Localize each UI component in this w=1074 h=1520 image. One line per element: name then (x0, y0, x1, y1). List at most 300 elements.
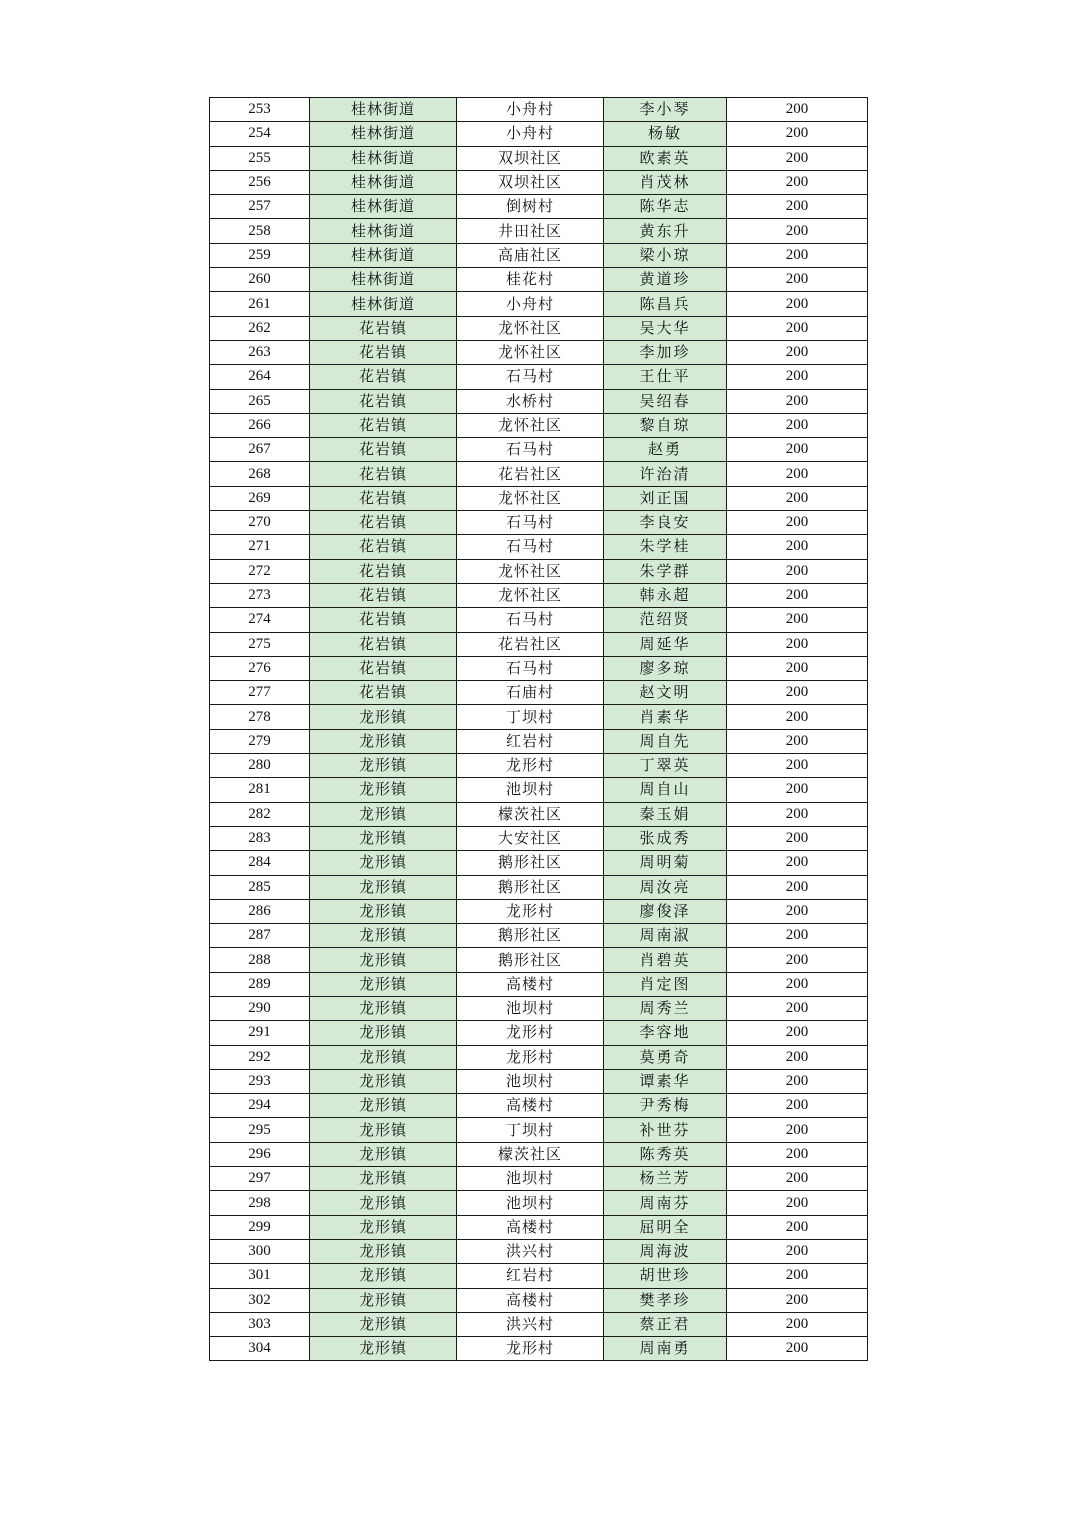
amount-cell: 200 (727, 1337, 868, 1361)
village-cell: 池坝村 (457, 996, 604, 1020)
town-cell: 花岩镇 (310, 340, 457, 364)
amount-cell: 200 (727, 1288, 868, 1312)
table-row (210, 1142, 868, 1166)
town-cell: 龙形镇 (310, 948, 457, 972)
town-cell: 龙形镇 (310, 1094, 457, 1118)
village-cell: 大安社区 (457, 826, 604, 850)
town-cell: 龙形镇 (310, 1312, 457, 1336)
village-cell: 洪兴村 (457, 1312, 604, 1336)
table-row (210, 924, 868, 948)
village-cell: 桂花村 (457, 268, 604, 292)
amount-cell: 200 (727, 851, 868, 875)
person-name-cell: 肖碧英 (604, 948, 727, 972)
village-cell: 石马村 (457, 511, 604, 535)
table-row (210, 268, 868, 292)
table-row (210, 438, 868, 462)
row-number-cell: 285 (210, 875, 310, 899)
person-name-cell: 黎自琼 (604, 413, 727, 437)
amount-cell: 200 (727, 583, 868, 607)
amount-cell: 200 (727, 875, 868, 899)
table-row (210, 1288, 868, 1312)
row-number-cell: 262 (210, 316, 310, 340)
village-cell: 龙怀社区 (457, 340, 604, 364)
person-name-cell: 肖茂林 (604, 170, 727, 194)
person-name-cell: 黄道珍 (604, 268, 727, 292)
town-cell: 花岩镇 (310, 583, 457, 607)
table-row (210, 1167, 868, 1191)
table-row (210, 778, 868, 802)
village-cell: 水桥村 (457, 389, 604, 413)
village-cell: 高楼村 (457, 1215, 604, 1239)
table-row (210, 170, 868, 194)
table-row (210, 851, 868, 875)
table-row (210, 535, 868, 559)
village-cell: 龙怀社区 (457, 583, 604, 607)
row-number-cell: 301 (210, 1264, 310, 1288)
person-name-cell: 杨兰芳 (604, 1167, 727, 1191)
person-name-cell: 屈明全 (604, 1215, 727, 1239)
person-name-cell: 吴绍春 (604, 389, 727, 413)
amount-cell: 200 (727, 778, 868, 802)
table-row (210, 705, 868, 729)
village-cell: 鹅形社区 (457, 948, 604, 972)
table-row (210, 1094, 868, 1118)
table-row (210, 656, 868, 680)
amount-cell: 200 (727, 729, 868, 753)
person-name-cell: 周南芬 (604, 1191, 727, 1215)
person-name-cell: 廖多琼 (604, 656, 727, 680)
person-name-cell: 周南勇 (604, 1337, 727, 1361)
amount-cell: 200 (727, 243, 868, 267)
village-cell: 井田社区 (457, 219, 604, 243)
village-cell: 龙怀社区 (457, 559, 604, 583)
amount-cell: 200 (727, 632, 868, 656)
person-name-cell: 周自先 (604, 729, 727, 753)
row-number-cell: 300 (210, 1239, 310, 1263)
town-cell: 花岩镇 (310, 389, 457, 413)
town-cell: 花岩镇 (310, 462, 457, 486)
table-row (210, 754, 868, 778)
amount-cell: 200 (727, 826, 868, 850)
row-number-cell: 255 (210, 146, 310, 170)
table-row (210, 1337, 868, 1361)
amount-cell: 200 (727, 705, 868, 729)
amount-cell: 200 (727, 486, 868, 510)
row-number-cell: 272 (210, 559, 310, 583)
table-row (210, 1069, 868, 1093)
town-cell: 龙形镇 (310, 1142, 457, 1166)
row-number-cell: 297 (210, 1167, 310, 1191)
row-number-cell: 269 (210, 486, 310, 510)
person-name-cell: 李小琴 (604, 98, 727, 122)
town-cell: 花岩镇 (310, 365, 457, 389)
roster-table-body (210, 98, 868, 1361)
table-row (210, 681, 868, 705)
village-cell: 高楼村 (457, 1288, 604, 1312)
town-cell: 桂林街道 (310, 170, 457, 194)
row-number-cell: 258 (210, 219, 310, 243)
person-name-cell: 补世芬 (604, 1118, 727, 1142)
town-cell: 龙形镇 (310, 996, 457, 1020)
village-cell: 鹅形社区 (457, 875, 604, 899)
town-cell: 龙形镇 (310, 924, 457, 948)
row-number-cell: 261 (210, 292, 310, 316)
town-cell: 龙形镇 (310, 1337, 457, 1361)
town-cell: 龙形镇 (310, 705, 457, 729)
town-cell: 花岩镇 (310, 486, 457, 510)
row-number-cell: 275 (210, 632, 310, 656)
table-row (210, 462, 868, 486)
town-cell: 龙形镇 (310, 778, 457, 802)
amount-cell: 200 (727, 924, 868, 948)
town-cell: 桂林街道 (310, 195, 457, 219)
table-row (210, 413, 868, 437)
table-row (210, 146, 868, 170)
village-cell: 池坝村 (457, 778, 604, 802)
amount-cell: 200 (727, 316, 868, 340)
table-row (210, 1118, 868, 1142)
row-number-cell: 289 (210, 972, 310, 996)
row-number-cell: 291 (210, 1021, 310, 1045)
town-cell: 龙形镇 (310, 802, 457, 826)
town-cell: 桂林街道 (310, 98, 457, 122)
table-row (210, 292, 868, 316)
village-cell: 双坝社区 (457, 146, 604, 170)
village-cell: 鹅形社区 (457, 924, 604, 948)
amount-cell: 200 (727, 1264, 868, 1288)
village-cell: 倒树村 (457, 195, 604, 219)
table-row (210, 583, 868, 607)
row-number-cell: 287 (210, 924, 310, 948)
amount-cell: 200 (727, 389, 868, 413)
row-number-cell: 263 (210, 340, 310, 364)
table-row (210, 559, 868, 583)
table-row (210, 340, 868, 364)
town-cell: 龙形镇 (310, 1191, 457, 1215)
town-cell: 龙形镇 (310, 1264, 457, 1288)
row-number-cell: 299 (210, 1215, 310, 1239)
table-row (210, 632, 868, 656)
person-name-cell: 李良安 (604, 511, 727, 535)
table-row (210, 899, 868, 923)
row-number-cell: 259 (210, 243, 310, 267)
roster-table (209, 97, 868, 1361)
amount-cell: 200 (727, 1118, 868, 1142)
town-cell: 桂林街道 (310, 146, 457, 170)
person-name-cell: 谭素华 (604, 1069, 727, 1093)
person-name-cell: 许治清 (604, 462, 727, 486)
amount-cell: 200 (727, 996, 868, 1020)
table-row (210, 122, 868, 146)
amount-cell: 200 (727, 292, 868, 316)
table-row (210, 948, 868, 972)
village-cell: 高庙社区 (457, 243, 604, 267)
table-row (210, 195, 868, 219)
town-cell: 龙形镇 (310, 826, 457, 850)
row-number-cell: 277 (210, 681, 310, 705)
village-cell: 龙形村 (457, 754, 604, 778)
person-name-cell: 周自山 (604, 778, 727, 802)
row-number-cell: 253 (210, 98, 310, 122)
table-row (210, 1264, 868, 1288)
town-cell: 龙形镇 (310, 851, 457, 875)
village-cell: 石马村 (457, 535, 604, 559)
person-name-cell: 周南淑 (604, 924, 727, 948)
person-name-cell: 赵勇 (604, 438, 727, 462)
village-cell: 龙怀社区 (457, 486, 604, 510)
town-cell: 龙形镇 (310, 1167, 457, 1191)
town-cell: 龙形镇 (310, 1021, 457, 1045)
row-number-cell: 273 (210, 583, 310, 607)
row-number-cell: 271 (210, 535, 310, 559)
amount-cell: 200 (727, 146, 868, 170)
amount-cell: 200 (727, 535, 868, 559)
town-cell: 花岩镇 (310, 316, 457, 340)
village-cell: 丁坝村 (457, 1118, 604, 1142)
amount-cell: 200 (727, 1191, 868, 1215)
roster-sheet (209, 97, 864, 1361)
person-name-cell: 周延华 (604, 632, 727, 656)
amount-cell: 200 (727, 1142, 868, 1166)
village-cell: 池坝村 (457, 1167, 604, 1191)
table-row (210, 219, 868, 243)
village-cell: 花岩社区 (457, 632, 604, 656)
table-row (210, 1021, 868, 1045)
amount-cell: 200 (727, 1312, 868, 1336)
amount-cell: 200 (727, 802, 868, 826)
amount-cell: 200 (727, 365, 868, 389)
amount-cell: 200 (727, 219, 868, 243)
village-cell: 龙怀社区 (457, 413, 604, 437)
person-name-cell: 朱学桂 (604, 535, 727, 559)
person-name-cell: 范绍贤 (604, 608, 727, 632)
amount-cell: 200 (727, 170, 868, 194)
person-name-cell: 肖素华 (604, 705, 727, 729)
table-row (210, 996, 868, 1020)
town-cell: 龙形镇 (310, 1215, 457, 1239)
village-cell: 洪兴村 (457, 1239, 604, 1263)
town-cell: 龙形镇 (310, 972, 457, 996)
village-cell: 池坝村 (457, 1191, 604, 1215)
person-name-cell: 李加珍 (604, 340, 727, 364)
person-name-cell: 欧素英 (604, 146, 727, 170)
table-row (210, 365, 868, 389)
row-number-cell: 288 (210, 948, 310, 972)
table-row (210, 1312, 868, 1336)
town-cell: 花岩镇 (310, 559, 457, 583)
town-cell: 龙形镇 (310, 1069, 457, 1093)
amount-cell: 200 (727, 340, 868, 364)
table-row (210, 1239, 868, 1263)
row-number-cell: 281 (210, 778, 310, 802)
amount-cell: 200 (727, 754, 868, 778)
village-cell: 龙形村 (457, 1337, 604, 1361)
table-row (210, 243, 868, 267)
village-cell: 龙怀社区 (457, 316, 604, 340)
town-cell: 花岩镇 (310, 681, 457, 705)
village-cell: 鹅形社区 (457, 851, 604, 875)
row-number-cell: 283 (210, 826, 310, 850)
row-number-cell: 295 (210, 1118, 310, 1142)
town-cell: 桂林街道 (310, 219, 457, 243)
town-cell: 龙形镇 (310, 1288, 457, 1312)
row-number-cell: 302 (210, 1288, 310, 1312)
village-cell: 高楼村 (457, 972, 604, 996)
table-row (210, 316, 868, 340)
row-number-cell: 274 (210, 608, 310, 632)
amount-cell: 200 (727, 1167, 868, 1191)
row-number-cell: 292 (210, 1045, 310, 1069)
village-cell: 小舟村 (457, 98, 604, 122)
person-name-cell: 莫勇奇 (604, 1045, 727, 1069)
person-name-cell: 梁小琼 (604, 243, 727, 267)
row-number-cell: 284 (210, 851, 310, 875)
row-number-cell: 294 (210, 1094, 310, 1118)
village-cell: 小舟村 (457, 292, 604, 316)
person-name-cell: 秦玉娟 (604, 802, 727, 826)
person-name-cell: 赵文明 (604, 681, 727, 705)
amount-cell: 200 (727, 98, 868, 122)
town-cell: 龙形镇 (310, 729, 457, 753)
amount-cell: 200 (727, 656, 868, 680)
person-name-cell: 陈昌兵 (604, 292, 727, 316)
person-name-cell: 李容地 (604, 1021, 727, 1045)
amount-cell: 200 (727, 195, 868, 219)
person-name-cell: 王仕平 (604, 365, 727, 389)
town-cell: 龙形镇 (310, 1045, 457, 1069)
row-number-cell: 298 (210, 1191, 310, 1215)
table-row (210, 802, 868, 826)
row-number-cell: 270 (210, 511, 310, 535)
amount-cell: 200 (727, 681, 868, 705)
person-name-cell: 刘正国 (604, 486, 727, 510)
town-cell: 龙形镇 (310, 1239, 457, 1263)
table-row (210, 729, 868, 753)
town-cell: 花岩镇 (310, 413, 457, 437)
amount-cell: 200 (727, 1239, 868, 1263)
town-cell: 龙形镇 (310, 1118, 457, 1142)
amount-cell: 200 (727, 511, 868, 535)
town-cell: 花岩镇 (310, 438, 457, 462)
village-cell: 龙形村 (457, 1021, 604, 1045)
row-number-cell: 290 (210, 996, 310, 1020)
row-number-cell: 280 (210, 754, 310, 778)
town-cell: 龙形镇 (310, 899, 457, 923)
amount-cell: 200 (727, 899, 868, 923)
person-name-cell: 周秀兰 (604, 996, 727, 1020)
amount-cell: 200 (727, 1069, 868, 1093)
town-cell: 花岩镇 (310, 535, 457, 559)
person-name-cell: 陈华志 (604, 195, 727, 219)
village-cell: 龙形村 (457, 899, 604, 923)
person-name-cell: 丁翠英 (604, 754, 727, 778)
row-number-cell: 257 (210, 195, 310, 219)
row-number-cell: 260 (210, 268, 310, 292)
person-name-cell: 樊孝珍 (604, 1288, 727, 1312)
row-number-cell: 279 (210, 729, 310, 753)
village-cell: 龙形村 (457, 1045, 604, 1069)
village-cell: 丁坝村 (457, 705, 604, 729)
town-cell: 花岩镇 (310, 632, 457, 656)
amount-cell: 200 (727, 438, 868, 462)
town-cell: 花岩镇 (310, 608, 457, 632)
town-cell: 花岩镇 (310, 656, 457, 680)
village-cell: 石马村 (457, 656, 604, 680)
amount-cell: 200 (727, 1045, 868, 1069)
amount-cell: 200 (727, 1215, 868, 1239)
table-row (210, 1215, 868, 1239)
amount-cell: 200 (727, 122, 868, 146)
village-cell: 小舟村 (457, 122, 604, 146)
table-row (210, 826, 868, 850)
table-row (210, 972, 868, 996)
amount-cell: 200 (727, 559, 868, 583)
person-name-cell: 周海波 (604, 1239, 727, 1263)
town-cell: 龙形镇 (310, 754, 457, 778)
table-row (210, 511, 868, 535)
town-cell: 桂林街道 (310, 268, 457, 292)
village-cell: 花岩社区 (457, 462, 604, 486)
row-number-cell: 286 (210, 899, 310, 923)
person-name-cell: 吴大华 (604, 316, 727, 340)
person-name-cell: 黄东升 (604, 219, 727, 243)
person-name-cell: 肖定图 (604, 972, 727, 996)
amount-cell: 200 (727, 1094, 868, 1118)
village-cell: 檬茨社区 (457, 802, 604, 826)
table-row (210, 1191, 868, 1215)
town-cell: 桂林街道 (310, 292, 457, 316)
person-name-cell: 韩永超 (604, 583, 727, 607)
person-name-cell: 陈秀英 (604, 1142, 727, 1166)
table-row (210, 875, 868, 899)
row-number-cell: 254 (210, 122, 310, 146)
village-cell: 石庙村 (457, 681, 604, 705)
town-cell: 龙形镇 (310, 875, 457, 899)
table-row (210, 98, 868, 122)
amount-cell: 200 (727, 268, 868, 292)
table-row (210, 389, 868, 413)
amount-cell: 200 (727, 608, 868, 632)
row-number-cell: 293 (210, 1069, 310, 1093)
person-name-cell: 尹秀梅 (604, 1094, 727, 1118)
village-cell: 红岩村 (457, 1264, 604, 1288)
village-cell: 池坝村 (457, 1069, 604, 1093)
village-cell: 红岩村 (457, 729, 604, 753)
person-name-cell: 朱学群 (604, 559, 727, 583)
row-number-cell: 267 (210, 438, 310, 462)
row-number-cell: 264 (210, 365, 310, 389)
amount-cell: 200 (727, 1021, 868, 1045)
village-cell: 檬茨社区 (457, 1142, 604, 1166)
amount-cell: 200 (727, 462, 868, 486)
amount-cell: 200 (727, 413, 868, 437)
town-cell: 桂林街道 (310, 243, 457, 267)
person-name-cell: 蔡正君 (604, 1312, 727, 1336)
row-number-cell: 303 (210, 1312, 310, 1336)
person-name-cell: 廖俊泽 (604, 899, 727, 923)
person-name-cell: 张成秀 (604, 826, 727, 850)
table-row (210, 608, 868, 632)
row-number-cell: 266 (210, 413, 310, 437)
village-cell: 石马村 (457, 365, 604, 389)
row-number-cell: 256 (210, 170, 310, 194)
row-number-cell: 268 (210, 462, 310, 486)
person-name-cell: 杨敏 (604, 122, 727, 146)
town-cell: 桂林街道 (310, 122, 457, 146)
village-cell: 高楼村 (457, 1094, 604, 1118)
row-number-cell: 296 (210, 1142, 310, 1166)
table-row (210, 1045, 868, 1069)
